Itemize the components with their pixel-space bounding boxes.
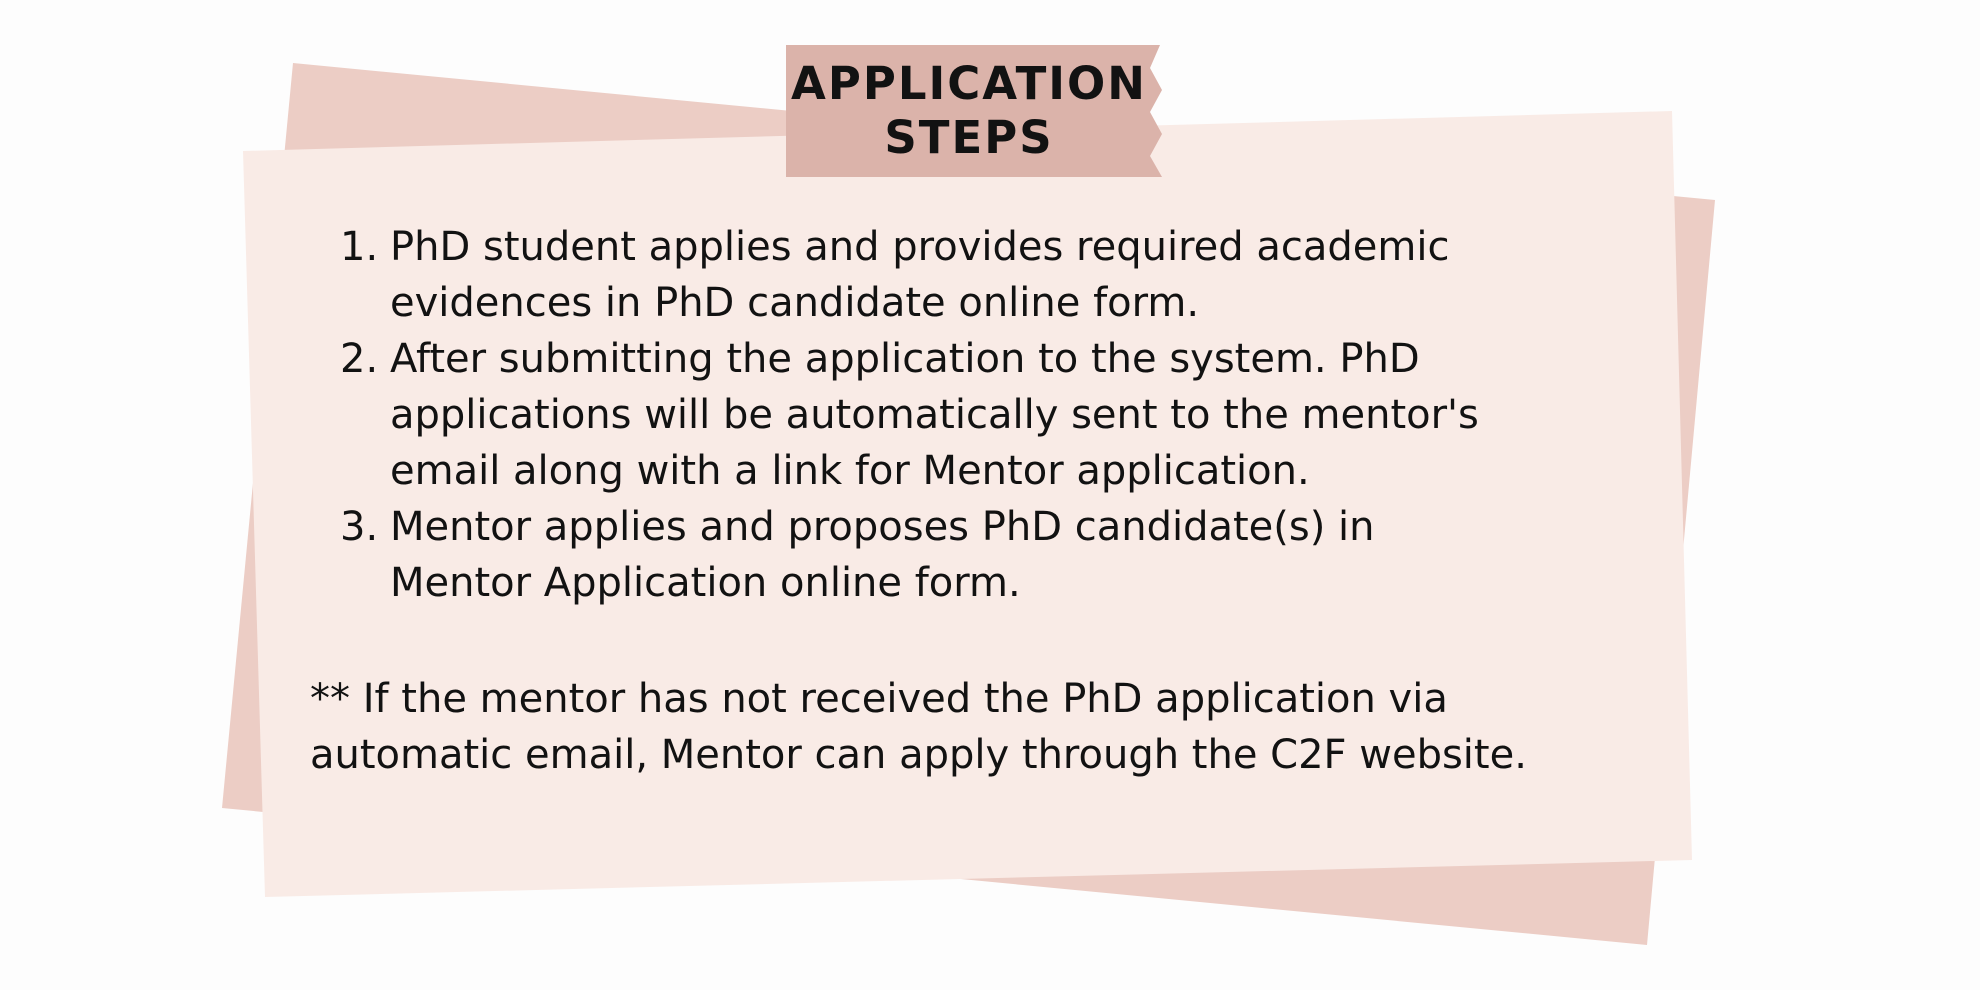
step-item-2 [340, 331, 1479, 499]
footnote-line: ** If the mentor has not received the PhD application via [310, 676, 1448, 722]
step-text-line: After submitting the application to the system. PhD [390, 336, 1420, 382]
steps-list [340, 219, 1479, 611]
step-text-line: evidences in PhD candidate online form. [390, 280, 1200, 326]
step-number: 1. [340, 224, 379, 270]
step-text-line: Mentor applies and proposes PhD candidate(s) in [390, 504, 1375, 550]
page-title-line-1: APPLICATION [791, 57, 1147, 110]
step-number: 3. [340, 504, 379, 550]
step-text-line: email along with a link for Mentor application. [390, 448, 1310, 494]
step-text-line: applications will be automatically sent to the mentor's [390, 392, 1479, 438]
step-item-3 [340, 499, 1479, 611]
step-text-line: Mentor Application online form. [390, 560, 1021, 606]
step-item-1 [340, 219, 1479, 331]
step-number: 2. [340, 336, 379, 382]
page-title-line-2: STEPS [884, 111, 1054, 164]
step-text-line: PhD student applies and provides required academic [390, 224, 1450, 270]
footnote [310, 671, 1527, 783]
page-title [786, 45, 1164, 177]
footnote-line: automatic email, Mentor can apply through the C2F website. [310, 732, 1527, 778]
